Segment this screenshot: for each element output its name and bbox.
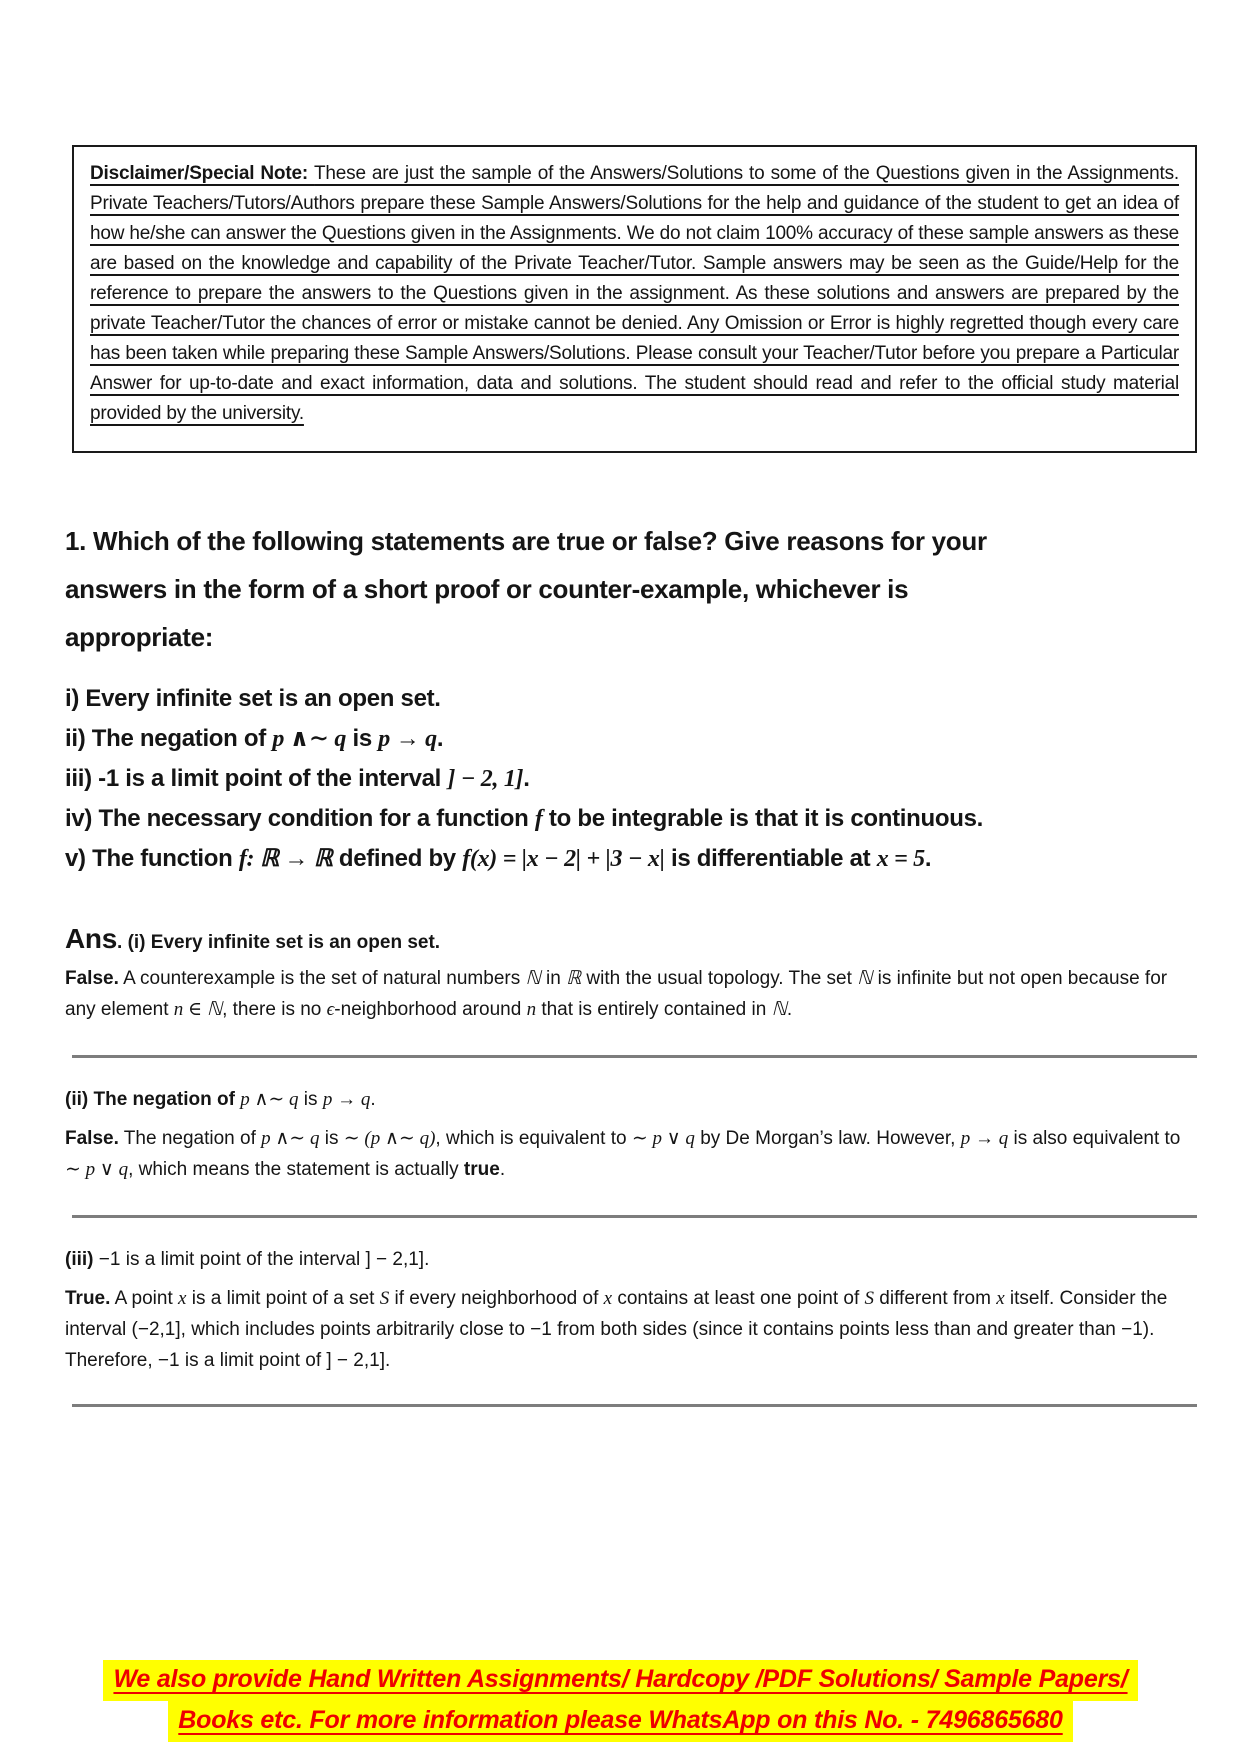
text-segment: p → q (378, 726, 437, 752)
text-segment: that is entirely contained in (536, 999, 772, 1020)
ans-separator: . (117, 932, 128, 953)
text-segment: i) Every infinite set is an open set. (65, 685, 441, 712)
text-segment: . (786, 999, 793, 1020)
answer-iii-body (65, 1283, 1195, 1376)
section-divider-2 (72, 1215, 1197, 1218)
text-segment: x (178, 1288, 187, 1309)
text-segment: . (924, 845, 932, 872)
text-segment: is infinite but not open because for any element (65, 968, 1168, 1020)
text-segment: . (370, 1089, 376, 1110)
text-segment: True. (65, 1288, 111, 1309)
text-segment: S (379, 1288, 390, 1309)
text-segment: x (996, 1288, 1005, 1309)
text-segment: -neighborhood around (334, 999, 527, 1020)
text-segment: f(x) = |x − 2| + |3 − x| (462, 846, 665, 872)
text-segment: ∼ p ∨ q (65, 1159, 129, 1180)
text-segment: itself. Consider the interval (−2,1], which includes points arbitrarily close to −1 from both sides (since it contains points less than and greater than −1). Therefore, −1 is a limit point of ] − 2,1]. (65, 1288, 1168, 1371)
text-segment: Disclaimer/Special Note: (90, 163, 315, 184)
text-segment: is (319, 1128, 344, 1149)
text-segment: iv) The necessary condition for a function (65, 805, 535, 832)
text-segment: x = 5 (876, 846, 925, 872)
text-segment: ∼ p ∨ q (631, 1128, 695, 1149)
text-segment: S (864, 1288, 875, 1309)
text-segment: ℝ (566, 968, 582, 989)
text-segment: ℕ (525, 968, 541, 989)
text-segment: These are just the sample of the Answers/Solutions to some of the Questions given in the Assignments. Private Teachers/Tutors/Authors prepare these Sample Answers/Solutions for the help and guidance of the student to get an idea of how he/she can answer the Questions given in the Assignments. We do not claim 100% accuracy of these sample answers as these are based on the knowledge and capability of the Private Teacher/Tutor. Sample answers may be seen as the Guide/Help for the reference to prepare the answers to the Questions given in the assignment. As these solutions and answers are prepared by the private Teacher/Tutor the chances of error or mistake cannot be denied. Any Omission or Error is highly regretted though every care has been taken while preparing these Sample Answers/Solutions. Please consult your Teacher/Tutor before you prepare a Particular Answer for up-to-date and exact information, data and solutions. The student should read and refer to the official study material provided by the university. (90, 163, 1179, 424)
text-segment: by De Morgan’s law. However, (694, 1128, 961, 1149)
text-segment: . (436, 725, 444, 752)
text-segment: is (346, 725, 379, 752)
text-segment: different from (874, 1288, 997, 1309)
text-segment: p → q (960, 1128, 1009, 1149)
text-segment: The negation of (118, 1128, 262, 1149)
text-segment: is also equivalent to (1008, 1128, 1181, 1149)
disclaimer-text (90, 159, 1179, 429)
text-segment: , which means the statement is actually (128, 1159, 464, 1180)
text-segment: to be integrable is that it is continuous. (542, 805, 984, 832)
promo-line-1: We also provide Hand Written Assignments/ Hardcopy /PDF Solutions/ Sample Papers/ (103, 1660, 1137, 1701)
answer-iii-heading (65, 1244, 1197, 1275)
text-segment: ∼ (p ∧∼ q) (343, 1128, 436, 1149)
text-segment: contains at least one point of (612, 1288, 865, 1309)
text-segment: f (534, 806, 543, 832)
promo-line-2: Books etc. For more information please WhatsApp on this No. - 7496865680 (168, 1701, 1072, 1742)
text-segment: , there is no (222, 999, 327, 1020)
section-divider-3 (72, 1404, 1197, 1407)
text-segment: False. (65, 1128, 119, 1149)
text-segment: p → q (322, 1089, 371, 1110)
text-segment: is a limit point of a set (186, 1288, 380, 1309)
text-segment: f: ℝ → ℝ (238, 846, 333, 872)
text-segment: ] − 2, 1] (447, 766, 524, 792)
text-segment: (ii) The negation of (65, 1089, 241, 1110)
question-item-iii (65, 759, 1075, 799)
text-segment: true (463, 1159, 500, 1180)
text-segment: A counterexample is the set of natural numbers (118, 968, 526, 989)
text-segment: x (603, 1288, 613, 1309)
text-segment: ℕ (857, 968, 873, 989)
question-heading: 1. Which of the following statements are true or false? Give reasons for your answers in the form of a short proof or counter-example, whichever is appropriate: (65, 526, 987, 652)
text-segment: False. (65, 968, 119, 989)
text-segment: is (298, 1089, 323, 1110)
text-segment: with the usual topology. The set (581, 968, 858, 989)
text-segment: if every neighborhood of (389, 1288, 604, 1309)
text-segment: defined by (332, 845, 463, 872)
question-item-iv (65, 799, 1075, 839)
answer-header (65, 923, 1197, 955)
text-segment: A point (110, 1288, 179, 1309)
text-segment: . (523, 765, 530, 792)
promo-footer (0, 1660, 1241, 1742)
text-segment: n (526, 999, 537, 1020)
text-segment: is differentiable at (664, 845, 877, 872)
text-segment: iii) -1 is a limit point of the interval (65, 765, 448, 792)
promo-line-2-row (0, 1701, 1241, 1742)
answer-ii-heading (65, 1084, 1197, 1115)
disclaimer-box (72, 145, 1197, 453)
answer-i-heading: (i) Every infinite set is an open set. (127, 932, 441, 953)
text-segment: v) The function (65, 845, 239, 872)
text-segment: . (499, 1159, 506, 1180)
answer-ii-body (65, 1123, 1195, 1185)
ans-label: Ans (65, 923, 117, 954)
text-segment: , which is equivalent to (435, 1128, 632, 1149)
answer-i-body (65, 963, 1195, 1025)
text-segment: ϵ (326, 999, 335, 1020)
question-item-ii (65, 719, 1075, 759)
text-segment: in (540, 968, 567, 989)
promo-line-1-row (0, 1660, 1241, 1701)
section-divider-1 (72, 1055, 1197, 1058)
question-item-i (65, 679, 1075, 719)
text-segment: ℕ (771, 999, 787, 1020)
text-segment: p ∧∼ q (272, 726, 347, 752)
text-segment: p ∧∼ q (240, 1089, 299, 1110)
text-segment: ii) The negation of (65, 725, 273, 752)
text-segment: n ∈ ℕ (173, 999, 223, 1020)
text-segment: (iii) (65, 1249, 99, 1270)
question-item-v (65, 839, 1075, 879)
text-segment: −1 is a limit point of the interval ] − 2,1]. (98, 1249, 430, 1270)
question-item-list (65, 679, 1075, 879)
text-segment: p ∧∼ q (261, 1128, 320, 1149)
